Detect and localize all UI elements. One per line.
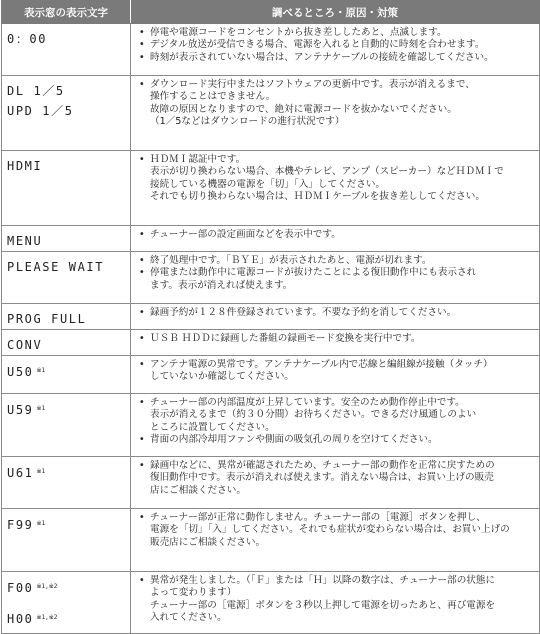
bullet-icon: •	[139, 267, 145, 279]
bullet-icon: •	[139, 27, 145, 38]
description-line: 故障の原因となりますので、絶対に電源コードを抜かないでください。	[150, 103, 457, 115]
display-code-cell	[2, 509, 131, 572]
header-check-cause-remedy: 調べるところ・原因・対策	[131, 1, 540, 24]
display-code-text: F99	[7, 518, 34, 532]
display-code-cell	[2, 76, 131, 151]
display-code-cell	[2, 394, 131, 457]
table-body	[2, 24, 540, 634]
description-line: （1／5などはダウンロードの進行状況です）	[150, 116, 345, 128]
display-code	[7, 608, 126, 629]
table-row	[2, 356, 540, 394]
display-code	[7, 514, 126, 535]
bullet-item	[139, 460, 533, 497]
bullet-icon: •	[139, 79, 145, 90]
description-line: 販売店にご相談ください。	[150, 536, 266, 548]
display-code-cell	[2, 330, 131, 356]
table-row	[2, 457, 540, 509]
description-line: ところに設置してください。	[150, 421, 275, 433]
description-line: 終了処理中です。「ＢＹＥ」が表示されたあと、電源が切れます。	[150, 255, 432, 266]
description-line: ダウンロード実行中またはソフトウェアの更新中です。表示が消えるまで、	[150, 79, 475, 90]
display-code-cell	[2, 304, 131, 330]
display-code	[7, 399, 126, 420]
description-line: 停電や電源コードをコンセントから抜き差ししたあと、点滅します。	[150, 27, 447, 38]
description-line: 接続している機器の電源を「切」「入」してください。	[150, 178, 386, 190]
display-code-cell	[2, 572, 131, 634]
display-code-text: U61	[7, 466, 34, 480]
bullet-item	[139, 434, 533, 446]
display-code	[7, 577, 126, 598]
display-code-text: MENU	[7, 234, 43, 248]
description-line: 時刻が表示されていない場合は、アンテナケーブルの接続を確認してください。	[150, 51, 494, 63]
bullet-item	[139, 307, 533, 319]
description-line: アンテナ電源の異常です。アンテナケーブル内で芯線と編組線が接触（タッチ）	[150, 359, 493, 370]
bullet-icon: •	[139, 307, 145, 318]
display-code	[7, 101, 126, 121]
bullet-icon: •	[139, 460, 145, 471]
display-code	[7, 231, 126, 251]
display-code-cell	[2, 151, 131, 226]
description-line: チューナー部の［電源］ボタンを３秒以上押して電源を切ったあと、再び電源を	[150, 599, 496, 611]
description-line: 背面の内部冷却用ファンや側面の吸気孔の周りを空けてください。	[150, 434, 438, 446]
display-code-table	[1, 0, 540, 634]
bullet-icon: •	[139, 512, 145, 523]
display-code-text: PROG FULL	[7, 312, 87, 326]
description-line: していないか確認してください。	[150, 371, 294, 383]
display-code-text: HDMI	[7, 159, 43, 173]
footnote-mark: ※1	[36, 367, 46, 374]
bullet-item	[139, 154, 533, 204]
display-code	[7, 156, 126, 176]
description-cell	[131, 226, 540, 252]
display-code	[7, 257, 126, 277]
header-display-text: 表示窓の表示文字	[2, 1, 131, 24]
bullet-item	[139, 397, 533, 434]
description-line: よって変わります）	[150, 587, 237, 599]
description-line: 停電または動作中に電源コードが抜けたことによる復旧動作中にも表示され	[150, 267, 477, 279]
table-header-row	[2, 1, 540, 24]
description-cell	[131, 76, 540, 151]
footnote-mark: ※1,※2	[36, 614, 58, 621]
bullet-item	[139, 512, 533, 549]
description-line: ＵＳＢ ＨＤＤに録画した番組の録画モード変換を実行中です。	[150, 333, 421, 344]
bullet-icon: •	[139, 575, 145, 586]
bullet-item	[139, 52, 533, 64]
description-cell	[131, 457, 540, 509]
footnote-mark: ※1	[36, 468, 46, 475]
description-line: 入れてください。	[150, 612, 227, 624]
description-cell	[131, 304, 540, 330]
description-line: チューナー部が正常に動作しません。チューナー部の［電源］ボタンを押し、	[150, 512, 486, 523]
description-line: 電源を「切」「入」してください。それでも症状が変わらない場合は、お買い上げの	[150, 524, 510, 536]
bullet-item	[139, 39, 533, 51]
display-code-cell	[2, 24, 131, 76]
table-row	[2, 572, 540, 634]
display-code	[7, 29, 126, 49]
table-row	[2, 252, 540, 304]
description-line: 操作することはできません。	[150, 91, 276, 103]
display-code-text: UPD 1／5	[7, 104, 74, 118]
table-row	[2, 226, 540, 252]
description-line: 表示が消えるまで（約３０分間）お待ちください。できるだけ風通しのよい	[150, 409, 477, 421]
bullet-icon: •	[139, 51, 145, 63]
description-cell	[131, 509, 540, 572]
table-row	[2, 509, 540, 572]
display-code-text: 0：00	[7, 32, 48, 46]
description-line: チューナー部の内部温度が上昇しています。安全のため動作停止中です。	[150, 397, 465, 408]
bullet-icon: •	[139, 154, 145, 165]
bullet-item	[139, 333, 533, 345]
table-row	[2, 151, 540, 226]
bullet-item	[139, 255, 533, 267]
display-code-cell	[2, 252, 131, 304]
description-cell	[131, 24, 540, 76]
display-code-text: DL 1／5	[7, 84, 65, 98]
footnote-mark: ※1	[36, 520, 46, 527]
bullet-icon: •	[139, 255, 145, 266]
bullet-icon: •	[139, 434, 145, 446]
bullet-icon: •	[139, 359, 145, 370]
display-code	[7, 462, 126, 483]
display-code	[7, 81, 126, 101]
display-code-cell	[2, 356, 131, 394]
table-row	[2, 76, 540, 151]
footnote-mark: ※1	[36, 405, 46, 412]
display-code-text: F00	[7, 581, 34, 595]
bullet-item	[139, 79, 533, 129]
description-cell	[131, 572, 540, 634]
table-row	[2, 304, 540, 330]
description-line: 録画中などに、異常が確認されたため、チューナー部の動作を正常に戻すための	[150, 460, 495, 471]
display-code-cell	[2, 226, 131, 252]
display-code-text: U50	[7, 365, 34, 379]
footnote-mark: ※1,※2	[36, 583, 58, 590]
description-cell	[131, 252, 540, 304]
bullet-icon: •	[139, 229, 145, 240]
display-code-text: H00	[7, 612, 34, 626]
table-row	[2, 330, 540, 356]
display-code-cell	[2, 457, 131, 509]
description-cell	[131, 394, 540, 457]
description-cell	[131, 330, 540, 356]
description-line: 録画予約が１２８件登録されています。不要な予約を消してください。	[150, 307, 457, 318]
display-code	[7, 335, 126, 355]
bullet-icon: •	[139, 333, 145, 344]
bullet-icon: •	[139, 397, 145, 408]
display-code	[7, 361, 126, 382]
description-line: 表示が切り換わらない場合、本機やテレビ、アンプ（スピーカー）などＨＤＭＩで	[150, 166, 504, 178]
description-line: 異常が発生しました。（「Ｆ」または「Ｈ」以降の数字は、チューナー部の状態に	[150, 575, 496, 586]
bullet-item	[139, 267, 533, 292]
description-line: 復旧動作中です。表示が消えれば使えます。消えない場合は、お買い上げの販売	[150, 472, 494, 484]
description-line: ＨＤＭＩ認証中です。	[150, 154, 246, 165]
bullet-item	[139, 229, 533, 241]
display-code	[7, 309, 126, 329]
bullet-icon: •	[139, 39, 145, 51]
description-line: ます。表示が消えれば使えます。	[150, 279, 293, 291]
description-line: チューナー部の設定画面などを表示中です。	[150, 229, 341, 240]
description-cell	[131, 151, 540, 226]
description-line: 店にご相談ください。	[150, 484, 246, 496]
display-code-text: CONV	[7, 338, 43, 352]
description-cell	[131, 356, 540, 394]
bullet-item	[139, 575, 533, 625]
display-code-text: PLEASE WAIT	[7, 260, 105, 274]
description-line: それでも切り換わらない場合は、ＨＤＭＩケーブルを抜き差ししてください。	[150, 191, 485, 203]
description-line: デジタル放送が受信できる場合、電源を入れると自動的に時刻を合わせます。	[150, 39, 485, 51]
bullet-item	[139, 27, 533, 39]
display-code-text: U59	[7, 403, 34, 417]
table-row	[2, 24, 540, 76]
table-row	[2, 394, 540, 457]
bullet-item	[139, 359, 533, 384]
